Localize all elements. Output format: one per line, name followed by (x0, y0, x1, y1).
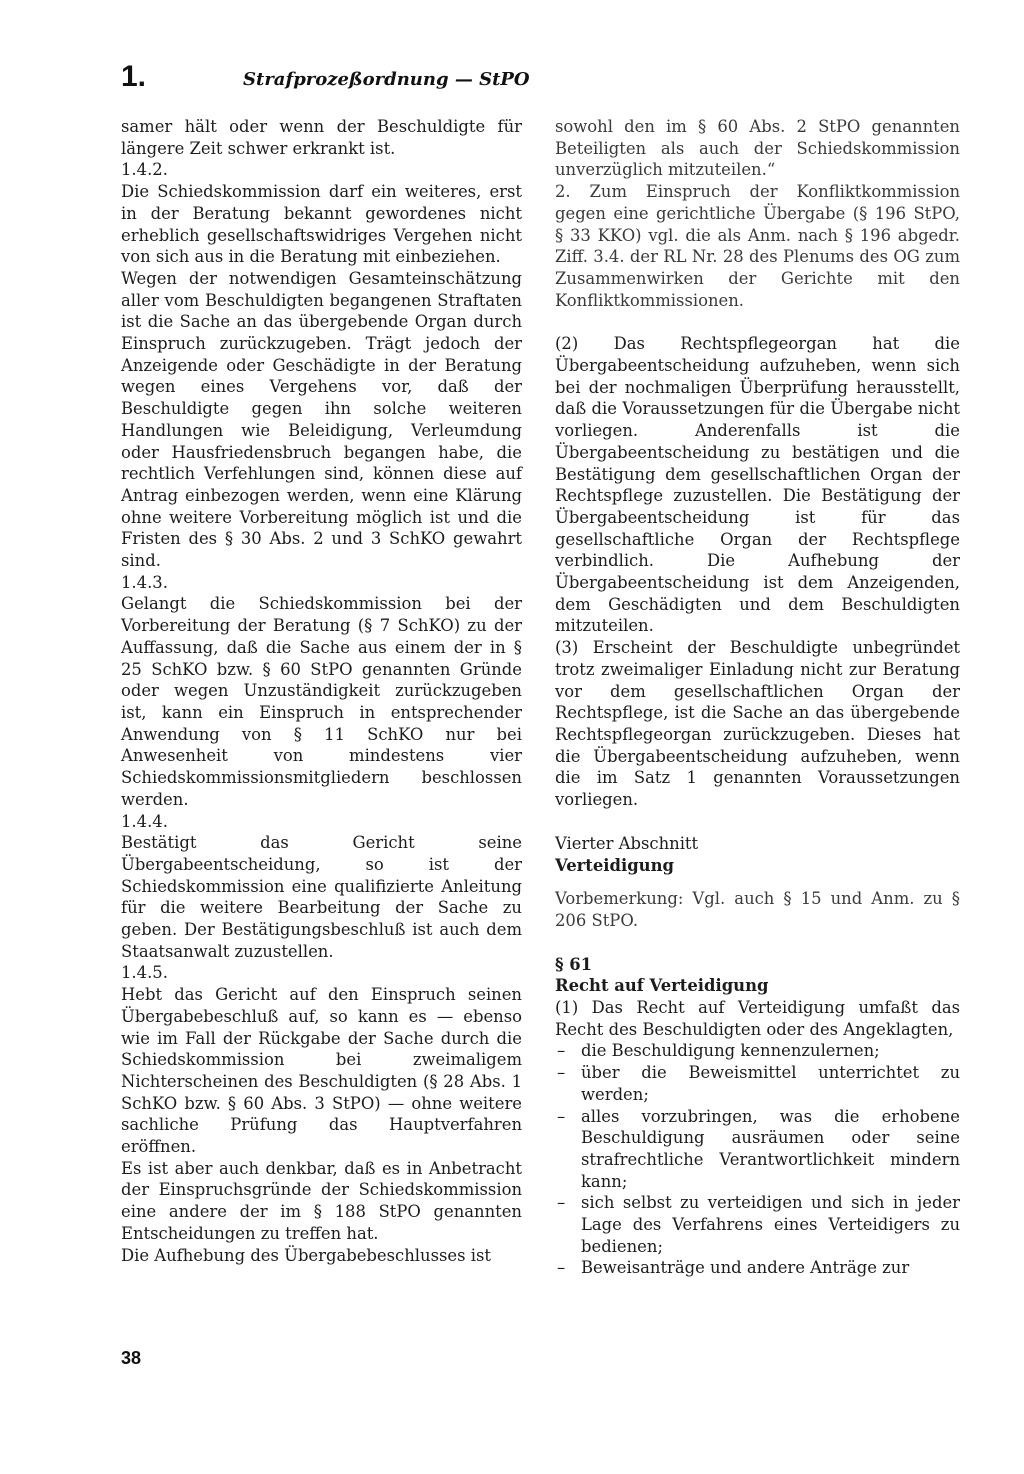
list-item: – sich selbst zu verteidigen und sich in jeder Lage des Verfahrens eines Verteidigers zu bedienen; (555, 1192, 960, 1257)
section-number: 1.4.4. (121, 811, 168, 831)
paragraph-number: § 61 (555, 954, 593, 974)
chapter-number: 1. (121, 60, 147, 93)
list-item: – die Beschuldigung kennenzulernen; (555, 1040, 960, 1062)
section-label: Vierter Abschnitt (555, 833, 699, 853)
section-number: 1.4.3. (121, 572, 168, 592)
law-paragraph: (3) Erscheint der Beschuldigte unbegründet trotz zweimaliger Einladung nicht zur Beratung vor dem gesellschaftlichen Organ der Rechtspflege, ist die Sache an das übergebende Rechtspflegeorgan zurückzugeben. Dieses hat die Übergabeentscheidung aufzuheben, wenn die im Satz 1 genannten Voraussetzungen vorliegen. (555, 638, 960, 810)
right-column (555, 116, 960, 1279)
preliminary-note: Vorbemerkung: Vgl. auch § 15 und Anm. zu § 206 StPO. (555, 889, 960, 930)
list-item: – Beweisanträge und andere Anträge zur (555, 1257, 960, 1279)
rights-list (555, 1040, 960, 1279)
list-item: – über die Beweismittel unterrichtet zu werden; (555, 1062, 960, 1105)
commentary-paragraph: Es ist aber auch denkbar, daß es in Anbetracht der Einspruchsgründe der Schiedskommission eine andere der im § 188 StPO genannten Entscheidungen zu treffen hat. (121, 1158, 522, 1243)
commentary-paragraph: Hebt das Gericht auf den Einspruch seinen Übergabebeschluß auf, so kann es — ebenso wie im Fall der Rückgabe der Sache durch die Schiedskommission bei zweimaligem Nichterscheinen des Beschuldigten (§ 28 Abs. 1 SchKO bzw. § 60 Abs. 3 StPO) — ohne weitere sachliche Prüfung das Hauptverfahren eröffnen. (121, 985, 522, 1157)
section-number: 1.4.5. (121, 963, 168, 983)
commentary-paragraph: Bestätigt das Gericht seine Übergabeentscheidung, so ist der Schiedskommission eine qualifizierte Anleitung für die weitere Bearbeitung der Sache zu geben. Der Bestätigungsbeschluß ist auch dem Staatsanwalt zuzustellen. (121, 833, 522, 961)
commentary-paragraph: 2. Zum Einspruch der Konfliktkommission gegen eine gerichtliche Übergabe (§ 196 StPO, § 33 KKO) vgl. die als Anm. nach § 196 abgedr. Ziff. 3.4. der RL Nr. 28 des Plenums des OG zum Zusammenwirken der Gerichte mit den Konfliktkommissionen. (555, 182, 960, 310)
commentary-paragraph: Die Schiedskommission darf ein weiteres, erst in der Beratung bekannt gewordenes nicht erheblich gesellschaftswidriges Vergehen nicht von sich aus in die Beratung mit einbeziehen. (121, 182, 522, 267)
left-column (121, 116, 522, 1266)
paragraph-intro: (1) Das Recht auf Verteidigung umfaßt das Recht des Beschuldigten oder des Angeklagten, (555, 998, 960, 1039)
running-header-title: Strafprozeßordnung — StPO (243, 69, 530, 90)
page-number: 38 (121, 1348, 142, 1368)
section-title: Verteidigung (555, 855, 674, 875)
section-number: 1.4.2. (121, 160, 168, 180)
commentary-paragraph: Wegen der notwendigen Gesamteinschätzung aller vom Beschuldigten begangenen Straftaten ist die Sache an das übergebende Organ durch Einspruch zurückzugeben. Trägt jedoch der Anzeigende oder Geschädigte in der Beratung wegen eines Vergehens vor, daß der Beschuldigte gegen ihn solche weiteren Handlungen wie Beleidigung, Verleumdung oder Hausfriedensbruch begangen habe, die rechtlich Verfehlungen sind, können diese auf Antrag einbezogen werden, wenn eine Klärung ohne weitere Vorbereitung möglich ist und die Fristen des § 30 Abs. 2 und 3 SchKO gewahrt sind. (121, 268, 522, 571)
law-paragraph: (2) Das Rechtspflegeorgan hat die Übergabeentscheidung aufzuheben, wenn sich bei der nochmaligen Überprüfung herausstellt, daß die Voraussetzungen für die Übergabe nicht vorliegen. Anderenfalls ist die Übergabeentscheidung zu bestätigen und die Bestätigung dem gesellschaftlichen Organ der Rechtspflege zuzustellen. Die Bestätigung der Übergabeentscheidung ist für das gesellschaftliche Organ der Rechtspflege verbindlich. Die Aufhebung der Übergabeentscheidung ist dem Anzeigenden, dem Geschädigten und dem Beschuldigten mitzuteilen. (555, 334, 960, 636)
commentary-paragraph: Die Aufhebung des Übergabebeschlusses ist (121, 1245, 491, 1265)
commentary-paragraph: samer hält oder wenn der Beschuldigte für längere Zeit schwer erkrankt ist. (121, 117, 522, 158)
commentary-paragraph: Gelangt die Schiedskommission bei der Vorbereitung der Beratung (§ 7 SchKO) zu der Auffassung, daß die Sache aus einem der in § 25 SchKO bzw. § 60 StPO genannten Gründe oder wegen Unzuständigkeit zurückzugeben ist, kann ein Einspruch in entsprechender Anwendung von § 11 SchKO nur bei Anwesenheit von mindestens vier Schiedskommissionsmitgliedern beschlossen werden. (121, 594, 522, 809)
paragraph-title: Recht auf Verteidigung (555, 976, 769, 996)
commentary-paragraph: sowohl den im § 60 Abs. 2 StPO genannten Beteiligten als auch der Schiedskommission unverzüglich mitzuteilen.“ (555, 117, 960, 180)
list-item: – alles vorzubringen, was die erhobene Beschuldigung ausräumen oder seine strafrechtliche Verantwortlichkeit mindern kann; (555, 1106, 960, 1193)
